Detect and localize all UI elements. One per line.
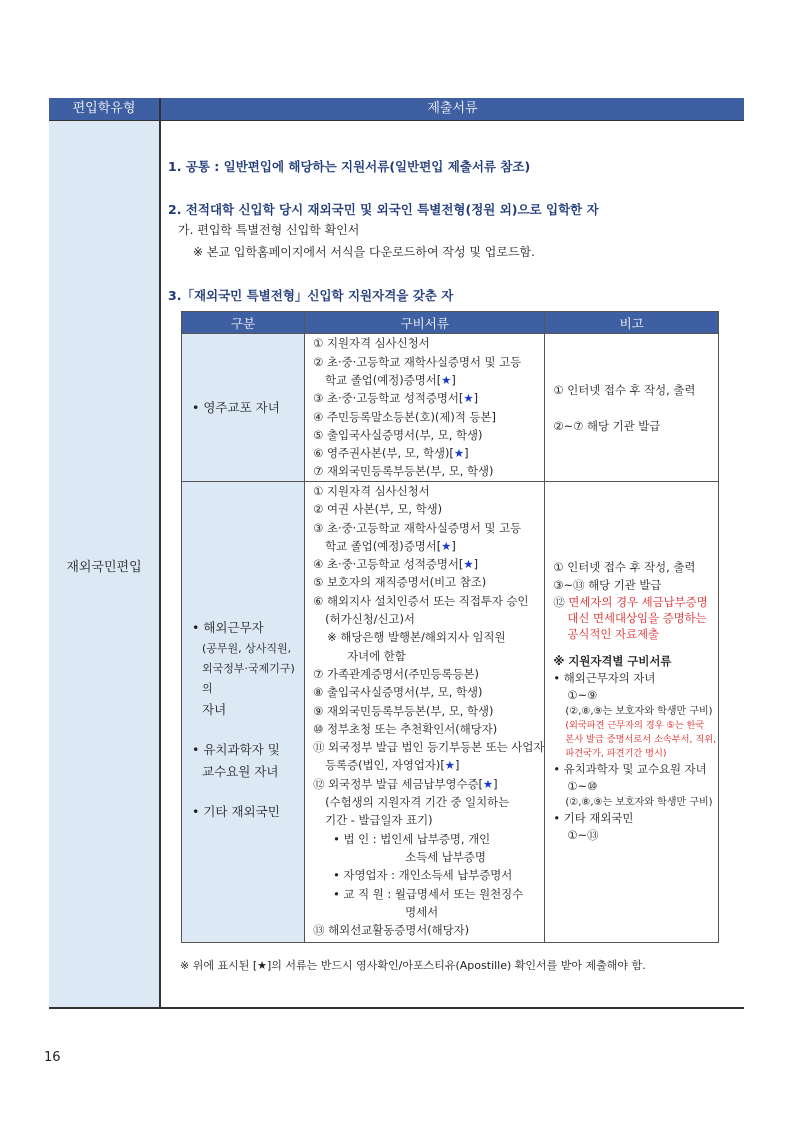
row1-remarks <box>545 334 719 482</box>
row1-documents <box>305 334 545 482</box>
th-remarks: 비고 <box>545 312 719 334</box>
doc-line: 기간 - 발급일자 표기) <box>325 813 433 828</box>
doc-line: ⑤ 출입국사실증명서(부, 모, 학생) <box>313 427 483 442</box>
doc-line: ③ 초·중·고등학교 성적증명서[★] <box>313 391 479 406</box>
doc-line: ⑨ 재외국민등록부등본(부, 모, 학생) <box>313 703 494 718</box>
top-rule <box>49 120 744 121</box>
remark-line: ③~⑬ 해당 기관 발급 <box>553 578 662 592</box>
header-docs: 제출서류 <box>161 98 744 120</box>
row2-remarks <box>545 482 719 943</box>
bottom-rule <box>49 1007 744 1009</box>
doc-line: 학교 졸업(예정)증명서[★] <box>325 372 456 387</box>
doc-line: ⑩ 정부초청 또는 추천확인서(해당자) <box>313 721 498 736</box>
star-icon: ★ <box>444 758 455 773</box>
item-2-note: ※ 본교 입학홈페이지에서 서식을 다운로드하여 작성 및 업로드함. <box>193 245 535 259</box>
doc-line: (수험생의 지원자격 기간 중 일치하는 <box>325 795 510 810</box>
remark-line: 파견국가, 파견기간 명시) <box>565 748 667 759</box>
remark-line: ②~⑦ 해당 기관 발급 <box>553 418 661 433</box>
doc-line: ① 지원자격 심사신청서 <box>313 336 430 351</box>
remark-line: (②,⑧,⑨는 보호자와 학생만 구비) <box>565 797 713 808</box>
header-type: 편입학유형 <box>49 98 159 120</box>
doc-line: ④ 주민등록말소등본(호)(제)적 등본] <box>313 409 496 424</box>
doc-line: • 교 직 원 : 월급명세서 또는 원천징수 <box>333 886 524 901</box>
remark-line: • 기타 재외국민 <box>553 811 634 825</box>
cat-permanent-resident: • 영주교포 자녀 <box>192 399 280 415</box>
doc-line: ④ 초·중·고등학교 성적증명서[★] <box>313 557 479 572</box>
th-documents: 구비서류 <box>305 312 545 334</box>
doc-line: 소득세 납부증명 <box>405 849 486 864</box>
doc-line: ⑥ 해외지사 설치인증서 또는 직접투자 승인 <box>313 593 529 608</box>
cat-other: • 기타 재외국민 <box>192 804 280 819</box>
remark-line: • 유치과학자 및 교수요원 자녀 <box>553 762 707 776</box>
doc-line: ⑫ 외국정부 발급 세금납부영수증[★] <box>313 776 498 791</box>
documents-table <box>181 311 719 943</box>
remark-line: ①~⑬ <box>567 828 599 842</box>
doc-line: 자녀에 한함 <box>347 648 406 663</box>
doc-line: ② 여권 사본(부, 모, 학생) <box>313 502 443 517</box>
row2-category <box>182 482 305 943</box>
item-2-sub: 가. 편입학 특별전형 신입학 확인서 <box>178 223 360 237</box>
cat-overseas-worker: • 해외근무자 <box>192 620 264 635</box>
cat-overseas-worker-sub: (공무원, 상사직원, <box>202 642 292 655</box>
remark-line: ① 인터넷 접수 후 작성, 출력 <box>553 382 696 397</box>
row2-documents <box>305 482 545 943</box>
type-label: 재외국민편입 <box>66 560 142 575</box>
th-category: 구분 <box>182 312 305 334</box>
doc-line: 등록증(법인, 자영업자)[★] <box>325 758 460 773</box>
remark-line: (②,⑧,⑨는 보호자와 학생만 구비) <box>565 706 713 717</box>
cat-scientist-sub: 교수요원 자녀 <box>202 764 279 779</box>
doc-line: ⑬ 해외선교활동증명서(해당자) <box>313 923 470 938</box>
footnote: ※ 위에 표시된 [★]의 서류는 반드시 영사확인/아포스티유(Apostille) 확인서를 받아 제출해야 함. <box>180 959 646 972</box>
doc-line: ⑥ 영주권사본(부, 모, 학생)[★] <box>313 446 469 461</box>
item-3: 3.「재외국민 특별전형」신입학 지원자격을 갖춘 자 <box>168 288 454 303</box>
doc-line: (허가신청/신고)서 <box>325 612 415 627</box>
doc-line: ⑪ 외국정부 발급 법인 등기부등본 또는 사업자 <box>313 740 545 755</box>
item-2: 2. 전적대학 신입학 당시 재외국민 및 외국인 특별전형(정원 외)으로 입학한 자 <box>168 202 599 217</box>
doc-line: ③ 초·중·고등학교 재학사실증명서 및 고등 <box>313 520 522 535</box>
remark-heading: ※ 지원자격별 구비서류 <box>553 654 672 668</box>
doc-line: • 법 인 : 법인세 납부증명, 개인 <box>333 831 491 846</box>
remark-line: • 해외근무자의 자녀 <box>553 671 656 685</box>
cat-overseas-worker-sub: 외국정부·국제기구)의 <box>202 662 295 695</box>
doc-line: 명세서 <box>405 904 439 919</box>
remark-line: 대신 면세대상임을 증명하는 <box>567 611 707 625</box>
cat-scientist: • 유치과학자 및 <box>192 742 280 757</box>
doc-line: ⑦ 가족관계증명서(주민등록등본) <box>313 666 479 681</box>
page-number: 16 <box>44 1050 61 1065</box>
remark-line: 공식적인 자료제출 <box>567 627 660 641</box>
doc-line: ⑧ 출입국사실증명서(부, 모, 학생) <box>313 685 483 700</box>
star-icon: ★ <box>453 446 465 461</box>
cat-overseas-worker-sub: 자녀 <box>202 702 227 717</box>
remark-line: (외국파견 근무자의 경우 ⑤는 한국 <box>565 720 705 731</box>
column-divider <box>159 98 161 1007</box>
star-icon: ★ <box>482 776 494 791</box>
doc-line: • 자영업자 : 개인소득세 납부증명서 <box>333 868 513 883</box>
remark-line: ① 인터넷 접수 후 작성, 출력 <box>553 560 696 574</box>
doc-line: 학교 졸업(예정)증명서[★] <box>325 538 456 553</box>
item-1: 1. 공통 : 일반편입에 해당하는 지원서류(일반편입 제출서류 참조) <box>168 159 531 174</box>
doc-line: ⑤ 보호자의 재직증명서(비고 참조) <box>313 575 487 590</box>
star-icon: ★ <box>463 557 474 572</box>
doc-line: ② 초·중·고등학교 재학사실증명서 및 고등 <box>313 354 522 369</box>
remark-line: ①~⑩ <box>567 779 598 793</box>
doc-line: ① 지원자격 심사신청서 <box>313 484 430 498</box>
remark-line: ①~⑨ <box>567 688 598 702</box>
star-icon: ★ <box>441 372 452 387</box>
remark-line: ⑫ 면세자의 경우 세금납부증명 <box>553 595 708 609</box>
remark-line: 본사 발급 증명서로서 소속부서, 직위, <box>565 734 717 745</box>
star-icon: ★ <box>441 538 452 553</box>
doc-line: ※ 해당은행 발행본/해외지사 임직원 <box>327 630 506 645</box>
doc-line: ⑦ 재외국민등록부등본(부, 모, 학생) <box>313 464 494 479</box>
row1-category <box>182 334 305 482</box>
star-icon: ★ <box>463 391 474 406</box>
